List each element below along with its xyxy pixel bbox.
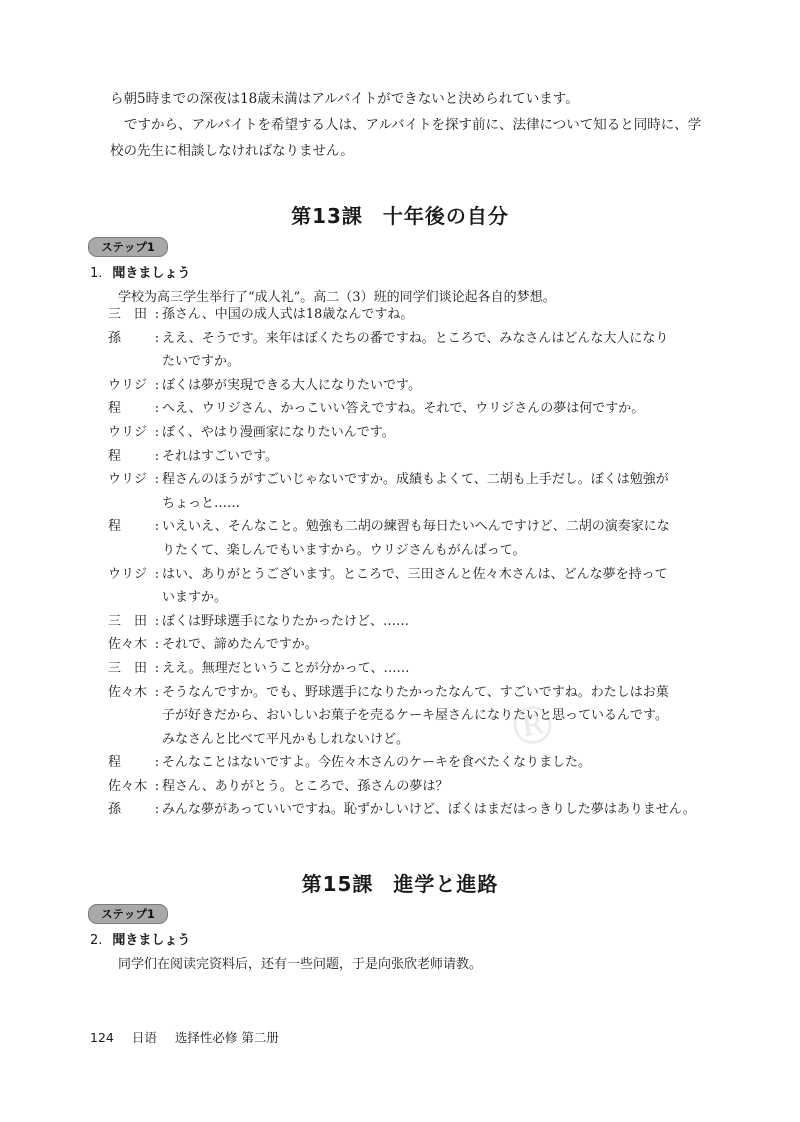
page-footer: [90, 1028, 279, 1046]
book-title: 日语: [131, 1030, 157, 1045]
watermark-logo: ®: [502, 692, 564, 761]
utterance: はい、ありがとうございます。ところで、三田さんと佐々木さんは、どんな夢を持って いますか。: [162, 566, 668, 606]
speaker-name: ウリジ: [108, 472, 148, 488]
dialogue-line: ウリジ : 程さんのほうがすごいじゃないですか。成績もよくて、二胡も上手だし。ぼくは勉強が ちょっと……: [108, 468, 708, 515]
speaker-name: 程: [108, 755, 122, 771]
intro-line: ら朝5時までの深夜は18歳未満はアルバイトができないと決められています。: [110, 91, 579, 107]
speaker-name: 三 田: [108, 660, 148, 676]
step-badge: ステップ1: [88, 237, 168, 257]
dialogue-line: ウリジ : ぼくは夢が実現できる大人になりたいです。: [108, 374, 708, 398]
dialogue-line: 程 : そんなことはないですよ。今佐々木さんのケーキを食べたくなりました。: [108, 751, 708, 775]
lesson-name: 進学と進路: [393, 872, 499, 896]
utterance: それで、諦めたんですか。: [162, 637, 318, 653]
intro-line: 校の先生に相談しなければなりません。: [110, 143, 354, 159]
utterance: それはすごいです。: [162, 448, 278, 464]
lesson-name: 十年後の自分: [382, 204, 509, 228]
dialogue-line: 三 田 : ええ。無理だということが分かって、……: [108, 657, 708, 681]
dialogue-line: 程 : それはすごいです。: [108, 445, 708, 469]
page-number: 124: [90, 1030, 114, 1045]
dialogue-line: 孫 : ええ、そうです。来年はぼくたちの番ですね。ところで、みなさんはどんな大人になり たいですか。: [108, 327, 708, 374]
intro-paragraph: [110, 86, 710, 164]
dialogue-line: 程 : へえ、ウリジさん、かっこいい答えですね。それで、ウリジさんの夢は何ですか。: [108, 397, 708, 421]
speaker-name: 孫: [108, 802, 122, 818]
utterance: 孫さん、中国の成人式は18歳なんですね。: [162, 307, 414, 322]
lesson-number: 第15課: [301, 872, 374, 896]
book-volume: 选择性必修 第二册: [174, 1030, 279, 1045]
speaker-name: 三 田: [108, 307, 148, 322]
utterance: ええ。無理だということが分かって、……: [162, 660, 410, 676]
dialogue-line: 程 : いえいえ、そんなこと。勉強も二胡の練習も毎日たいへんですけど、二胡の演奏家にな りたくて、楽しんでもいますから。ウリジさんもがんばって。: [108, 515, 708, 562]
dialogue-line: ウリジ : ぼく、やはり漫画家になりたいんです。: [108, 421, 708, 445]
dialogue-line: 三 田 : 孫さん、中国の成人式は18歳なんですね。: [108, 303, 708, 327]
speaker-name: ウリジ: [108, 424, 148, 440]
utterance: ええ、そうです。来年はぼくたちの番ですね。ところで、みなさんはどんな大人になり たいですか。: [162, 330, 669, 370]
dialogue-line: 佐々木 : 程さん、ありがとう。ところで、孫さんの夢は？: [108, 775, 708, 799]
context-note: 同学们在阅读完资料后，还有一些问题，于是向张欣老师请教。: [118, 957, 483, 972]
speaker-name: 程: [108, 519, 122, 535]
dialogue-line: 佐々木 : それで、諦めたんですか。: [108, 633, 708, 657]
utterance: いえいえ、そんなこと。勉強も二胡の練習も毎日たいへんですけど、二胡の演奏家にな りたくて、楽しんでもいますから。ウリジさんもがんばって。: [162, 519, 670, 558]
section-heading: [90, 929, 190, 948]
lesson-number: 第13課: [291, 204, 363, 228]
speaker-name: 孫: [108, 330, 122, 346]
intro-line: ですから、アルバイトを希望する人は、アルバイトを探す前に、法律について知ると同時に、学: [124, 117, 702, 133]
section-number: 1.: [90, 266, 103, 281]
speaker-name: ウリジ: [108, 566, 148, 582]
speaker-name: 佐々木: [108, 778, 148, 794]
section-heading: [90, 262, 190, 281]
utterance: ぼくは野球選手になりたかったけど、……: [162, 613, 410, 629]
utterance: みんな夢があっていいですね。恥ずかしいけど、ぼくはまだはっきりした夢はありません。: [162, 802, 696, 818]
dialogue-line: ウリジ : はい、ありがとうございます。ところで、三田さんと佐々木さんは、どんな夢を持って いますか。: [108, 563, 708, 610]
lesson-13-title: [0, 200, 800, 229]
utterance: へえ、ウリジさん、かっこいい答えですね。それで、ウリジさんの夢は何ですか。: [162, 401, 645, 417]
utterance: ぼくは夢が実現できる大人になりたいです。: [162, 377, 421, 393]
speaker-name: 程: [108, 448, 122, 464]
lesson-15-title: [0, 868, 800, 897]
utterance: 程さんのほうがすごいじゃないですか。成績もよくて、二胡も上手だし。ぼくは勉強が ちょっと……: [162, 472, 669, 511]
speaker-name: 佐々木: [108, 684, 148, 700]
dialogue-line: 三 田 : ぼくは野球選手になりたかったけど、……: [108, 610, 708, 634]
context-note: 学校为高三学生举行了“成人礼”。高二（3）班的同学们谈论起各自的梦想。: [118, 290, 556, 305]
step-badge: ステップ1: [88, 904, 168, 924]
section-number: 2.: [90, 933, 103, 948]
section-title: 聞きましょう: [112, 933, 191, 948]
speaker-name: 佐々木: [108, 637, 148, 653]
utterance: ぼく、やはり漫画家になりたいんです。: [162, 424, 395, 440]
utterance: そうなんですか。でも、野球選手になりたかったなんて、すごいですね。わたしはお菓 子が好きだから、おいしいお菓子を売るケーキ屋さんになりたいと思っているんです。 みなさんと比べて平凡かもしれないけど。: [162, 684, 669, 747]
speaker-name: 三 田: [108, 613, 148, 629]
dialogue-line: 孫 : みんな夢があっていいですね。恥ずかしいけど、ぼくはまだはっきりした夢はありません。: [108, 798, 708, 822]
utterance: 程さん、ありがとう。ところで、孫さんの夢は？: [162, 778, 449, 794]
speaker-name: 程: [108, 401, 122, 417]
dialogue-line: 佐々木 : そうなんですか。でも、野球選手になりたかったなんて、すごいですね。わたしはお菓 子が好きだから、おいしいお菓子を売るケーキ屋さんになりたいと思っているんです。 みなさんと比べて平凡かもしれないけど。: [108, 681, 708, 752]
utterance: そんなことはないですよ。今佐々木さんのケーキを食べたくなりました。: [162, 755, 592, 771]
speaker-name: ウリジ: [108, 377, 148, 393]
section-title: 聞きましょう: [112, 266, 191, 281]
